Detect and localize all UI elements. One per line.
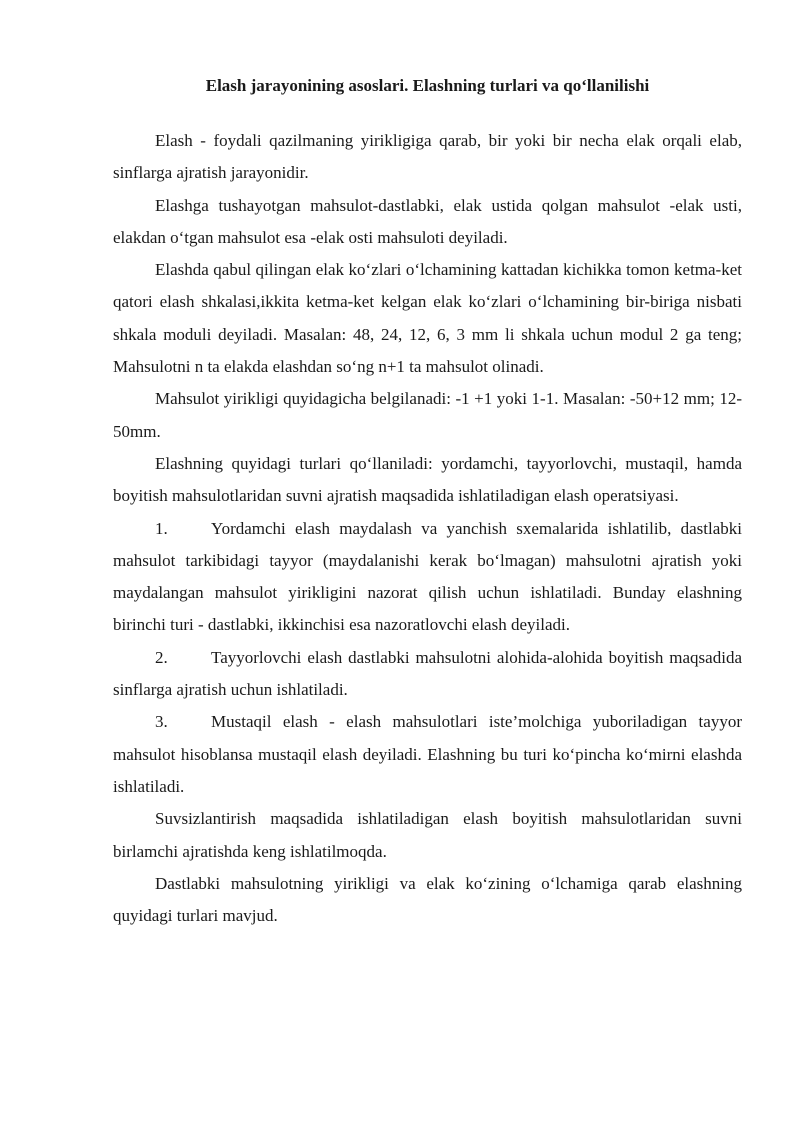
document-page [113, 70, 742, 932]
paragraph-dewatering: Suvsizlantirish maqsadida ishlatiladigan elash boyitish mahsulotlaridan suvni birlamchi ajratishda keng ishlatilmoqda. [113, 809, 742, 861]
paragraph-definition: Elash - foydali qazilmaning yirikligiga qarab, bir yoki bir necha elak orqali elab, sinflarga ajratish jarayonidir. [113, 131, 742, 183]
paragraph-types: Elashning quyidagi turlari qo‘llaniladi: yordamchi, tayyorlovchi, mustaqil, hamda boyitish mahsulotlaridan suvni ajratish maqsadida ishlatiladigan elash operatsiyasi. [113, 453, 742, 506]
paragraph-closing: Dastlabki mahsulotning yirikligi va elak ko‘zining o‘lchamiga qarab elashning quyidagi turlari mavjud. [113, 873, 742, 926]
numbered-item-preparatory [113, 642, 742, 707]
paragraph-products: Elashga tushayotgan mahsulot-dastlabki, elak ustida qolgan mahsulot -elak usti, elakdan o‘tgan mahsulot esa -elak osti mahsuloti deyiladi. [113, 195, 742, 247]
item-number: 3. [155, 712, 168, 732]
numbered-item-auxiliary [113, 513, 742, 642]
item-text: Mustaqil elash - elash mahsulotlari iste’molchiga yuboriladigan tayyor mahsulot hisoblansa mustaqil elash deyiladi. Elashning bu turi ko‘pincha ko‘mirni elashda ishlatiladi. [113, 712, 742, 796]
item-text: Yordamchi elash maydalash va yanchish sxemalarida ishlatilib, dastlabki mahsulot tarkibidagi tayyor (maydalanishi kerak bo‘lmagan) mahsulotni ajratish yoki maydalangan mahsulot yirikligini nazorat qilish uchun ishlatiladi. Bunday elashning birinchi turi - dastlabki, ikkinchisi esa nazoratlovchi elash deyiladi. [113, 518, 742, 635]
item-number: 1. [155, 518, 168, 538]
paragraph-size-notation: Mahsulot yirikligi quyidagicha belgilanadi: -1 +1 yoki 1-1. Masalan: -50+12 mm; 12-50mm. [113, 389, 742, 441]
numbered-item-independent [113, 706, 742, 803]
document-title: Elash jarayonining asoslari. Elashning turlari va qo‘llanilishi [205, 76, 650, 95]
paragraph-scale: Elashda qabul qilingan elak ko‘zlari o‘lchamining kattadan kichikka tomon ketma-ket qatori elash shkalasi,ikkita ketma-ket kelgan elak ko‘zlari o‘lchamining bir-biriga nisbati shkala moduli deyiladi. Masalan: 48, 24, 12, 6, 3 mm li shkala uchun modul 2 ga teng; Mahsulotni n ta elakda elashdan so‘ng n+1 ta mahsulot olinadi. [113, 260, 742, 377]
item-number: 2. [155, 647, 168, 667]
item-text: Tayyorlovchi elash dastlabki mahsulotni alohida-alohida boyitish maqsadida sinflarga ajratish uchun ishlatiladi. [113, 647, 742, 700]
